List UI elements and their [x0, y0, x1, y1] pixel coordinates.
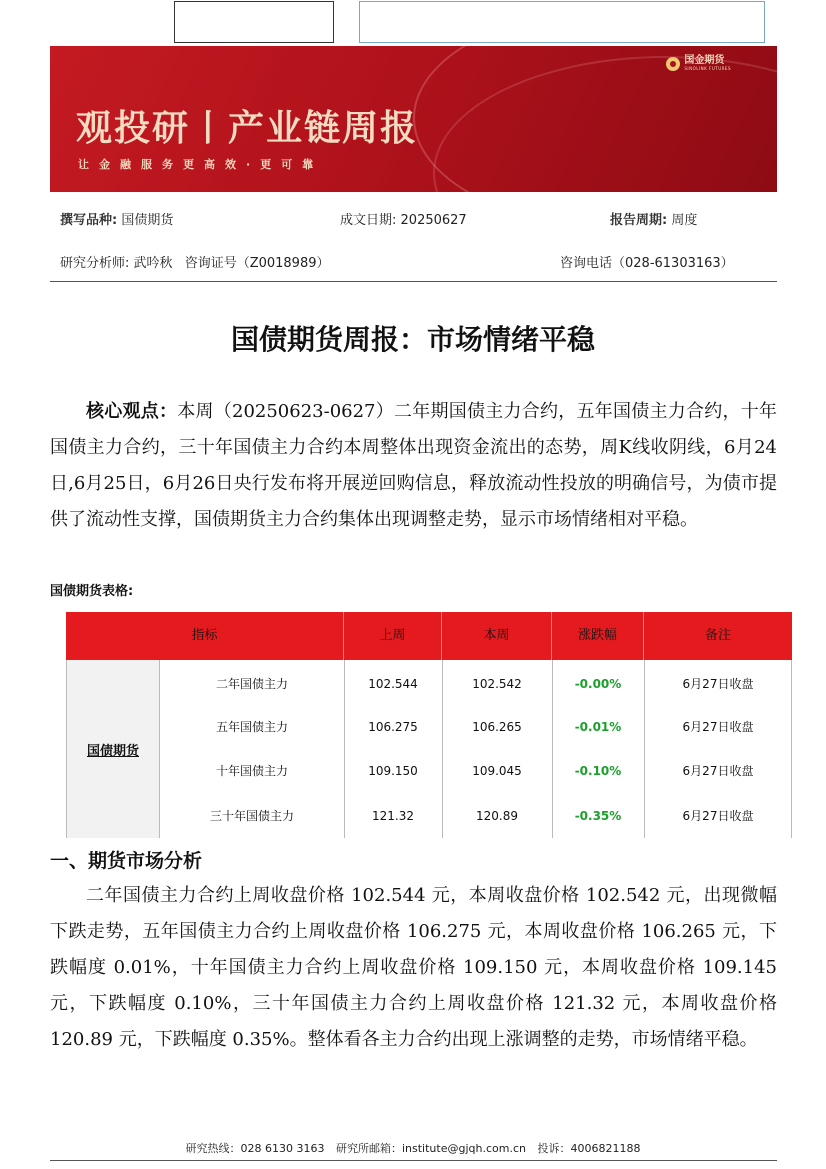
table-caption: 国债期货表格:: [50, 584, 134, 599]
row-change: -0.35%: [574, 809, 622, 823]
banner-title: 观投研丨产业链周报: [76, 108, 419, 149]
report-banner: [50, 46, 777, 192]
footer-email: 研究所邮箱：institute@gjqh.com.cn: [335, 1142, 526, 1155]
logo-cn-text: 国金期货: [684, 55, 725, 66]
row-change: -0.00%: [574, 677, 622, 691]
company-logo: [666, 56, 731, 71]
row-name: 二年国债主力: [215, 677, 288, 691]
table-group-cell: [66, 660, 160, 838]
period-label: 报告周期:: [610, 213, 668, 228]
row-change: -0.01%: [574, 720, 622, 734]
header-divider: [50, 281, 777, 282]
phone-field: [560, 252, 734, 271]
row-last: 106.275: [368, 720, 418, 734]
logo-en-text: SINOLINK FUTURES: [684, 66, 731, 71]
futures-table: [66, 612, 792, 838]
footer-complaint: 投诉：4006821188: [537, 1142, 641, 1155]
core-view-text: 本周（20250623-0627）二年期国债主力合约，五年国债主力合约，十年国债主力合约，三十年国债主力合约本周整体出现资金流出的态势，周K线收阴线，6月24日,6月25日，6月26日央行发布将开展逆回购信息，释放流动性投放的明确信号，为债市提供了流动性支撑，国债期货主力合约集体出现调整走势，显示市场情绪相对平稳。: [50, 401, 777, 530]
header-box-right: [359, 1, 765, 43]
logo-mark-icon: [666, 57, 680, 71]
row-this: 102.542: [472, 677, 522, 691]
analyst-label: 研究分析师:: [60, 256, 130, 271]
core-view-paragraph: [50, 394, 777, 538]
row-note: 6月27日收盘: [682, 720, 754, 734]
row-this: 109.045: [472, 764, 522, 778]
banner-slogan: 让金融服务更高效·更可靠: [78, 158, 324, 171]
period-field: [610, 209, 697, 228]
row-name: 十年国债主力: [215, 764, 288, 778]
row-note: 6月27日收盘: [682, 809, 754, 823]
product-label: 撰写品种:: [60, 213, 118, 228]
page-title: 国债期货周报：市场情绪平稳: [230, 323, 595, 356]
analysis-paragraph: 二年国债主力合约上周收盘价格 102.544 元，本周收盘价格 102.542 元，出现微幅下跌走势，五年国债主力合约上周收盘价格 106.275 元，本周收盘价格 106.265 元，下跌幅度 0.01%，十年国债主力合约上周收盘价格 109.150 元，本周收盘价格 109.145 元，下跌幅度 0.10%，三十年国债主力合约上周收盘价格 121.32 元，本周收盘价格 120.89 元，下跌幅度 0.35%。整体看各主力合约出现上涨调整的走势，市场情绪平稳。: [50, 885, 777, 1050]
table-header-cell: 上周: [344, 612, 442, 660]
row-last: 109.150: [368, 764, 418, 778]
table-group-label: 国债期货: [86, 743, 139, 759]
product-field: [60, 209, 173, 228]
core-view-label: 核心观点：: [86, 401, 178, 422]
row-last: 121.32: [372, 809, 414, 823]
date-label: 成文日期:: [340, 213, 397, 228]
phone-value: 咨询电话（028-61303163）: [560, 256, 734, 271]
row-name: 三十年国债主力: [209, 809, 294, 823]
page-footer: [0, 1140, 826, 1156]
table-header-cell: 涨跌幅: [552, 612, 644, 660]
row-change: -0.10%: [574, 764, 622, 778]
period-value: 周度: [671, 213, 698, 228]
row-this: 120.89: [476, 809, 518, 823]
footer-divider: [50, 1160, 777, 1161]
table-header-cell: 本周: [442, 612, 552, 660]
table-header-cell: 指标: [66, 612, 344, 660]
row-note: 6月27日收盘: [682, 677, 754, 691]
row-name: 五年国债主力: [215, 720, 288, 734]
date-value: 20250627: [400, 213, 467, 228]
row-this: 106.265: [472, 720, 522, 734]
product-value: 国债期货: [121, 213, 174, 228]
row-note: 6月27日收盘: [682, 764, 754, 778]
header-box-left: [174, 1, 334, 43]
table-header-cell: 备注: [704, 628, 731, 643]
date-field: [340, 209, 467, 228]
row-last: 102.544: [368, 677, 418, 691]
section-heading: 一、期货市场分析: [50, 850, 203, 872]
footer-hotline: 研究热线：028 6130 3163: [185, 1142, 325, 1155]
analyst-value: 武吟秋: [133, 256, 173, 271]
table-header-row: [66, 612, 792, 660]
cert-number: 咨询证号（Z0018989）: [184, 256, 330, 271]
analyst-field: [60, 252, 330, 271]
